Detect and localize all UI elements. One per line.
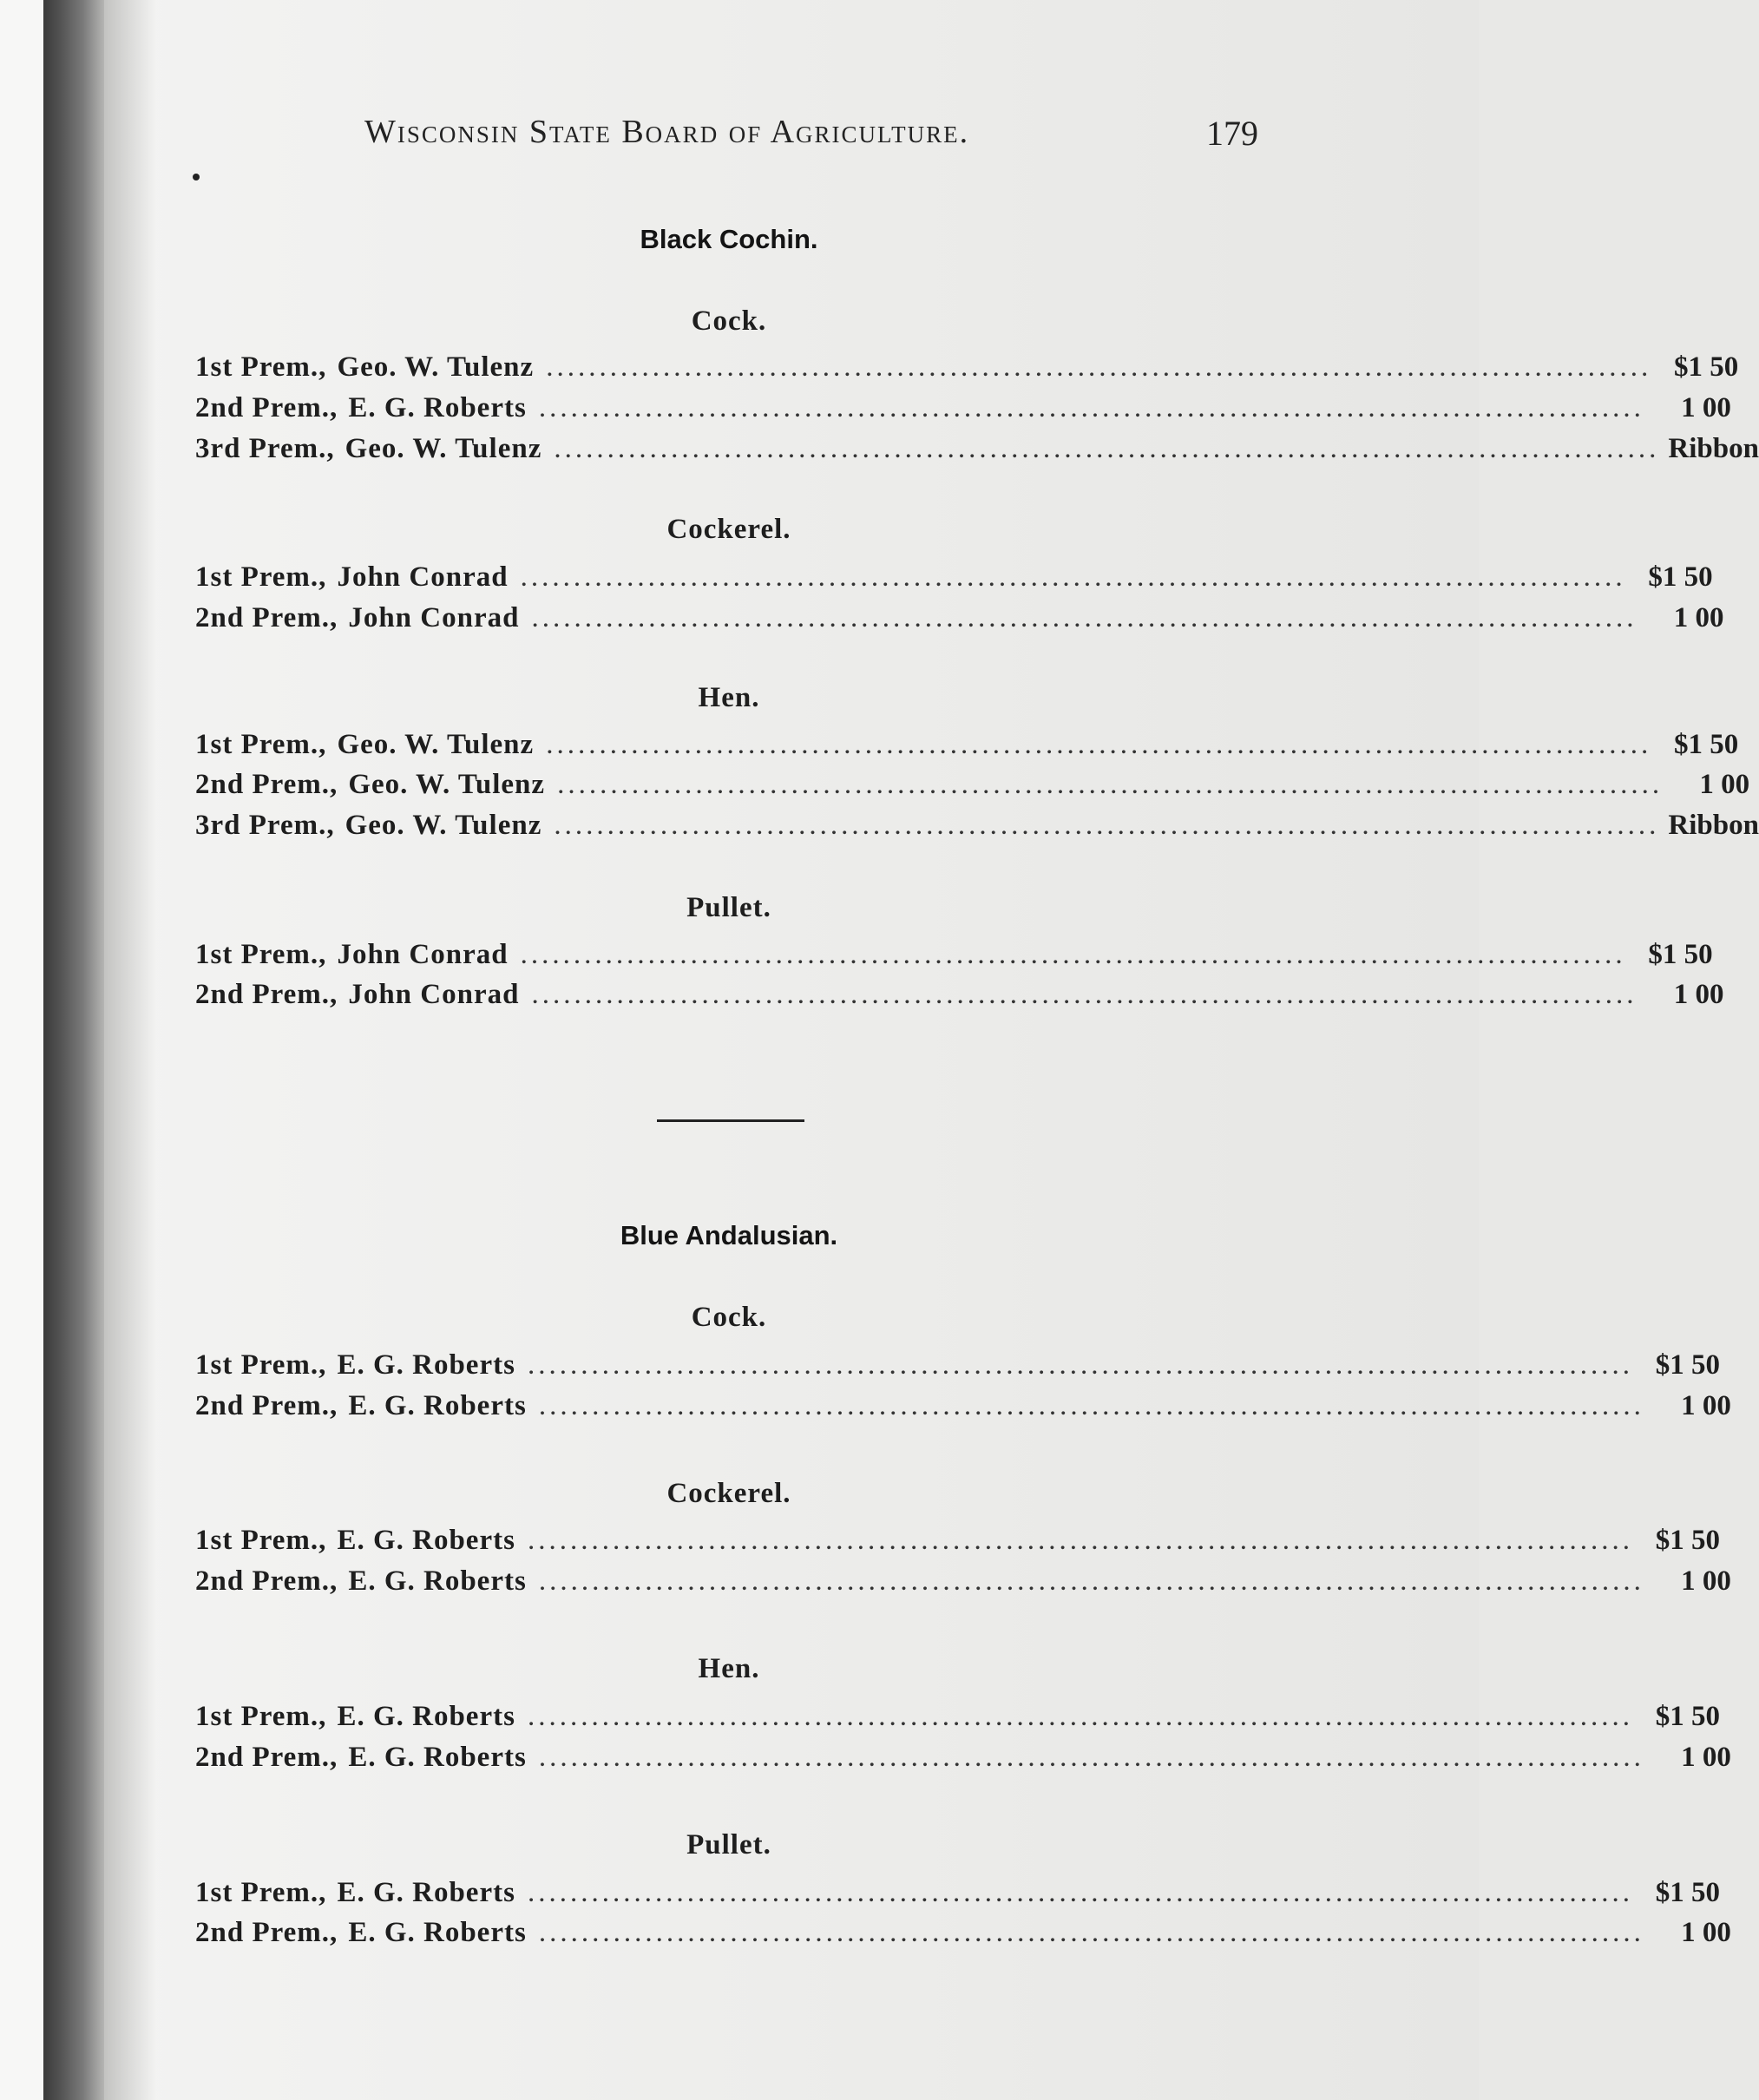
award-amount: 1 00 [1673, 602, 1724, 633]
premium-place: 2nd Prem., [195, 1917, 338, 1948]
premium-place: 1st Prem., [195, 729, 327, 760]
award-amount: 1 00 [1681, 1565, 1731, 1597]
award-amount: $1 50 [1673, 729, 1739, 760]
premium-entry [195, 1701, 1720, 1739]
book-spine-shadow [43, 0, 104, 2100]
premium-entry [195, 1349, 1720, 1388]
page-number: 179 [1206, 114, 1258, 153]
running-head: Wisconsin State Board of Agriculture. [364, 114, 970, 150]
award-amount: 1 00 [1699, 769, 1750, 800]
winner-name: John Conrad [348, 602, 520, 633]
premium-place: 2nd Prem., [195, 1565, 338, 1597]
premium-place: 2nd Prem., [195, 979, 338, 1010]
winner-name: John Conrad [337, 939, 509, 970]
premium-place: 2nd Prem., [195, 392, 338, 423]
ink-smudge [193, 174, 200, 180]
premium-entry [195, 1390, 1731, 1428]
dot-leader: ........................................................................................................ [546, 351, 1652, 383]
premium-entry [195, 1742, 1731, 1780]
dot-leader: ........................................................................................................ [554, 433, 1660, 464]
award-amount: $1 50 [1648, 939, 1713, 970]
premium-place: 2nd Prem., [195, 769, 338, 800]
award-amount: Ribbon [1668, 433, 1759, 464]
class-title-pullet: Pullet. [686, 892, 771, 923]
dot-leader: ........................................................................................................ [527, 1349, 1633, 1381]
winner-name: Geo. W. Tulenz [345, 433, 542, 464]
class-title-hen: Hen. [698, 1653, 760, 1684]
class-title-cock: Cock. [691, 1302, 767, 1333]
winner-name: Geo. W. Tulenz [345, 810, 542, 841]
premium-entry [195, 433, 1759, 471]
premium-place: 1st Prem., [195, 561, 327, 593]
premium-entry [195, 729, 1739, 767]
winner-name: E. G. Roberts [348, 1917, 527, 1948]
dot-leader: ........................................................................................................ [527, 1525, 1633, 1556]
winner-name: Geo. W. Tulenz [348, 769, 546, 800]
premium-entry [195, 939, 1713, 977]
spine-fade [104, 0, 156, 2100]
winner-name: E. G. Roberts [348, 392, 527, 423]
class-title-cockerel: Cockerel. [666, 1478, 791, 1509]
premium-entry [195, 1917, 1731, 1955]
award-amount: 1 00 [1681, 1390, 1731, 1421]
winner-name: E. G. Roberts [337, 1525, 515, 1556]
premium-place: 1st Prem., [195, 1349, 327, 1381]
winner-name: E. G. Roberts [337, 1877, 515, 1908]
winner-name: Geo. W. Tulenz [337, 351, 535, 383]
breed-title-blue-andalusian: Blue Andalusian. [620, 1220, 838, 1250]
dot-leader: ........................................................................................................ [557, 769, 1664, 800]
premium-entry [195, 561, 1713, 600]
dot-leader: ........................................................................................................ [538, 392, 1644, 423]
award-amount: 1 00 [1681, 392, 1731, 423]
dot-leader: ........................................................................................................ [531, 979, 1638, 1010]
award-amount: 1 00 [1681, 1917, 1731, 1948]
winner-name: John Conrad [337, 561, 509, 593]
dot-leader: ........................................................................................................ [538, 1917, 1644, 1948]
award-amount: Ribbon [1668, 810, 1759, 841]
premium-entry [195, 810, 1759, 848]
award-amount: 1 00 [1673, 979, 1724, 1010]
winner-name: John Conrad [348, 979, 520, 1010]
winner-name: E. G. Roberts [348, 1565, 527, 1597]
premium-place: 3rd Prem., [195, 810, 335, 841]
premium-entry [195, 1877, 1720, 1915]
premium-place: 1st Prem., [195, 1877, 327, 1908]
section-divider [657, 1119, 804, 1122]
award-amount: 1 00 [1681, 1742, 1731, 1773]
dot-leader: ........................................................................................................ [527, 1701, 1633, 1732]
award-amount: $1 50 [1648, 561, 1713, 593]
premium-entry [195, 1565, 1731, 1604]
premium-place: 1st Prem., [195, 939, 327, 970]
premium-place: 2nd Prem., [195, 1742, 338, 1773]
dot-leader: ........................................................................................................ [554, 810, 1660, 841]
dot-leader: ........................................................................................................ [538, 1565, 1644, 1597]
winner-name: E. G. Roberts [348, 1390, 527, 1421]
premium-place: 1st Prem., [195, 1701, 327, 1732]
premium-place: 2nd Prem., [195, 602, 338, 633]
dot-leader: ........................................................................................................ [546, 729, 1652, 760]
premium-place: 3rd Prem., [195, 433, 335, 464]
award-amount: $1 50 [1655, 1349, 1720, 1381]
premium-entry [195, 602, 1724, 640]
premium-entry [195, 979, 1724, 1017]
award-amount: $1 50 [1673, 351, 1739, 383]
premium-entry [195, 1525, 1720, 1563]
premium-place: 1st Prem., [195, 1525, 327, 1556]
dot-leader: ........................................................................................................ [538, 1390, 1644, 1421]
premium-entry [195, 351, 1739, 390]
dot-leader: ........................................................................................................ [520, 561, 1626, 593]
premium-entry [195, 769, 1750, 807]
class-title-cock: Cock. [691, 305, 767, 337]
premium-entry [195, 392, 1731, 430]
class-title-cockerel: Cockerel. [666, 514, 791, 545]
award-amount: $1 50 [1655, 1701, 1720, 1732]
breed-title-black-cochin: Black Cochin. [640, 224, 818, 254]
award-amount: $1 50 [1655, 1877, 1720, 1908]
class-title-pullet: Pullet. [686, 1829, 771, 1860]
winner-name: E. G. Roberts [337, 1701, 515, 1732]
award-amount: $1 50 [1655, 1525, 1720, 1556]
winner-name: Geo. W. Tulenz [337, 729, 535, 760]
class-title-hen: Hen. [698, 682, 760, 713]
dot-leader: ........................................................................................................ [520, 939, 1626, 970]
winner-name: E. G. Roberts [337, 1349, 515, 1381]
premium-place: 2nd Prem., [195, 1390, 338, 1421]
page-margin [0, 0, 43, 2100]
dot-leader: ........................................................................................................ [538, 1742, 1644, 1773]
premium-place: 1st Prem., [195, 351, 327, 383]
winner-name: E. G. Roberts [348, 1742, 527, 1773]
dot-leader: ........................................................................................................ [527, 1877, 1633, 1908]
dot-leader: ........................................................................................................ [531, 602, 1638, 633]
